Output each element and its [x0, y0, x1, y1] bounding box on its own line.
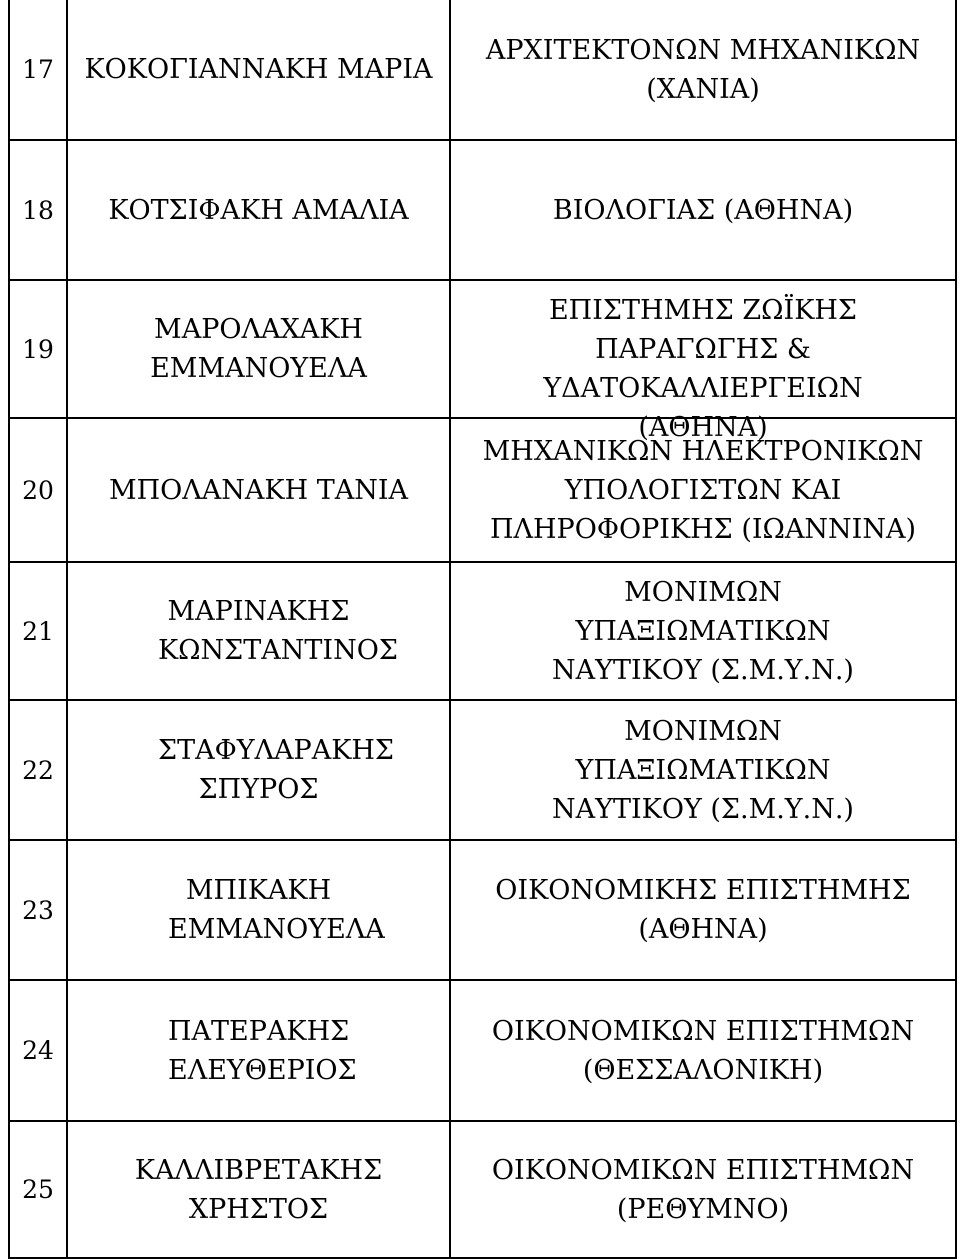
- department-name: ΜΟΝΙΜΩΝ ΥΠΑΞΙΩΜΑΤΙΚΩΝ ΝΑΥΤΙΚΟΥ (Σ.Μ.Υ.Ν.): [450, 700, 956, 840]
- results-table: [8, 0, 957, 1259]
- department-name: ΒΙΟΛΟΓΙΑΣ (ΑΘΗΝΑ): [450, 140, 956, 280]
- table-row: [9, 700, 956, 840]
- row-number: 25: [9, 1121, 67, 1258]
- student-name: ΣΤΑΦΥΛΑΡΑΚΗΣ ΣΠΥΡΟΣ: [67, 700, 450, 840]
- row-number: 19: [9, 280, 67, 418]
- row-number: 22: [9, 700, 67, 840]
- department-name: ΟΙΚΟΝΟΜΙΚΩΝ ΕΠΙΣΤΗΜΩΝ (ΘΕΣΣΑΛΟΝΙΚΗ): [450, 980, 956, 1121]
- row-number: 20: [9, 418, 67, 562]
- student-name: ΚΟΤΣΙΦΑΚΗ ΑΜΑΛΙΑ: [67, 140, 450, 280]
- student-name: ΜΑΡΙΝΑΚΗΣ ΚΩΝΣΤΑΝΤΙΝΟΣ: [67, 562, 450, 700]
- department-name: ΜΟΝΙΜΩΝ ΥΠΑΞΙΩΜΑΤΙΚΩΝ ΝΑΥΤΙΚΟΥ (Σ.Μ.Υ.Ν.): [450, 562, 956, 700]
- row-number: 23: [9, 840, 67, 980]
- table-row: [9, 562, 956, 700]
- student-name: ΠΑΤΕΡΑΚΗΣ ΕΛΕΥΘΕΡΙΟΣ: [67, 980, 450, 1121]
- table-row: [9, 140, 956, 280]
- table-row: [9, 840, 956, 980]
- student-name: ΜΑΡΟΛΑΧΑΚΗ ΕΜΜΑΝΟΥΕΛΑ: [67, 280, 450, 418]
- department-name: ΕΠΙΣΤΗΜΗΣ ΖΩΪΚΗΣ ΠΑΡΑΓΩΓΗΣ & ΥΔΑΤΟΚΑΛΛΙΕΡΓΕΙΩΝ (ΑΘΗΝΑ): [543, 295, 863, 443]
- row-number: 18: [9, 140, 67, 280]
- department-name: ΟΙΚΟΝΟΜΙΚΩΝ ΕΠΙΣΤΗΜΩΝ (ΡΕΘΥΜΝΟ): [450, 1121, 956, 1258]
- row-number: 24: [9, 980, 67, 1121]
- department-name: ΜΗΧΑΝΙΚΩΝ ΗΛΕΚΤΡΟΝΙΚΩΝ ΥΠΟΛΟΓΙΣΤΩΝ ΚΑΙ ΠΛΗΡΟΦΟΡΙΚΗΣ (ΙΩΑΝΝΙΝΑ): [450, 418, 956, 562]
- student-name: ΚΟΚΟΓΙΑΝΝΑΚΗ ΜΑΡΙΑ: [67, 0, 450, 140]
- table-row: [9, 980, 956, 1121]
- department-name: ΑΡΧΙΤΕΚΤΟΝΩΝ ΜΗΧΑΝΙΚΩΝ (ΧΑΝΙΑ): [450, 0, 956, 140]
- department-clip: [451, 281, 955, 443]
- department-cell: [450, 280, 956, 443]
- table-row: [9, 1121, 956, 1258]
- row-number: 17: [9, 0, 67, 140]
- student-name: ΚΑΛΛΙΒΡΕΤΑΚΗΣ ΧΡΗΣΤΟΣ: [67, 1121, 450, 1258]
- department-name: ΟΙΚΟΝΟΜΙΚΗΣ ΕΠΙΣΤΗΜΗΣ (ΑΘΗΝΑ): [450, 840, 956, 980]
- student-name: ΜΠΟΛΑΝΑΚΗ ΤΑΝΙΑ: [67, 418, 450, 562]
- row-number: 21: [9, 562, 67, 700]
- student-name: ΜΠΙΚΑΚΗ ΕΜΜΑΝΟΥΕΛΑ: [67, 840, 450, 980]
- table-row: [9, 0, 956, 140]
- table-row: [9, 280, 956, 418]
